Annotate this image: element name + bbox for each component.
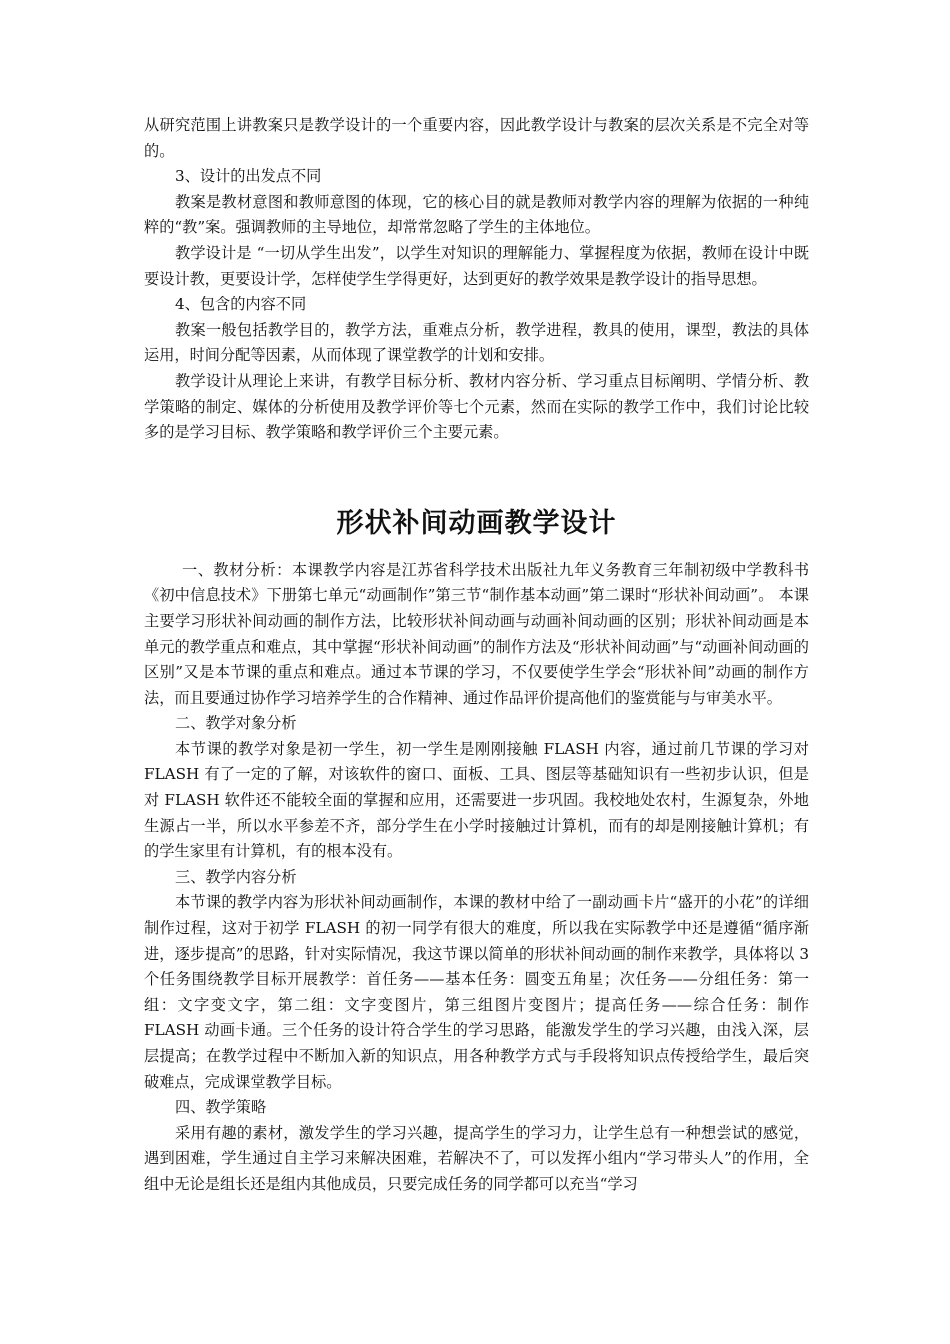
paragraph: 教学设计是 “一切从学生出发”，以学生对知识的理解能力、掌握程度为依据，教师在设计中既要设计教，更要设计学，怎样使学生学得更好，达到更好的教学效果是教学设计的指导思想。	[144, 243, 809, 288]
paragraph: 教学设计从理论上来讲，有教学目标分析、教材内容分析、学习重点目标阐明、学情分析、教学策略的制定、媒体的分析使用及教学评价等七个元素，然而在实际的教学工作中，我们讨论比较多的是学习目标、教学策略和教学评价三个主要元素。	[144, 371, 809, 442]
paragraph: 教案一般包括教学目的，教学方法，重难点分析，教学进程，教具的使用，课型，教法的具体运用，时间分配等因素，从而体现了课堂教学的计划和安排。	[144, 320, 809, 365]
paragraph: 教案是教材意图和教师意图的体现，它的核心目的就是教师对教学内容的理解为依据的一种纯粹的“教”案。强调教师的主导地位，却常常忽略了学生的主体地位。	[144, 192, 809, 237]
section-teaching-design	[144, 558, 809, 1198]
section-heading: 3、设计的出发点不同	[175, 167, 322, 186]
paragraph: 本节课的教学对象是初一学生，初一学生是刚刚接触 FLASH 内容，通过前几节课的学习对 FLASH 有了一定的了解，对该软件的窗口、面板、工具、图层等基础知识有一些初步认识，但是对 FLASH 软件还不能较全面的掌握和应用，还需要进一步巩固。我校地处农村，生源复杂，外地生源占一半，所以水平参差不齐，部分学生在小学时接触过计算机，而有的却是刚接触计算机；有的学生家里有计算机，有的根本没有。	[144, 739, 809, 861]
document-title: 形状补间动画教学设计	[336, 508, 617, 540]
section-heading: 四、教学策略	[175, 1098, 267, 1117]
document-page	[144, 113, 809, 1198]
section-heading: 三、教学内容分析	[175, 867, 297, 886]
paragraph: 采用有趣的素材，激发学生的学习兴趣，提高学生的学习力，让学生总有一种想尝试的感觉，遇到困难，学生通过自主学习来解决困难，若解决不了，可以发挥小组内“学习带头人”的作用，全组中无论是组长还是组内其他成员，只要完成任务的同学都可以充当“学习	[144, 1123, 809, 1193]
section-heading: 4、包含的内容不同	[175, 295, 307, 314]
section-heading: 二、教学对象分析	[175, 714, 297, 733]
paragraph: 从研究范围上讲教案只是教学设计的一个重要内容，因此教学设计与教案的层次关系是不完全对等的。	[144, 116, 809, 160]
paragraph: 本节课的教学内容为形状补间动画制作，本课的教材中给了一副动画卡片“盛开的小花”的详细制作过程，这对于初学 FLASH 的初一同学有很大的难度，所以我在实际教学中还是遵循“循序渐进，逐步提高”的思路，针对实际情况，我这节课以简单的形状补间动画的制作来教学，具体将以 3 个任务围绕教学目标开展教学：首任务——基本任务：圆变五角星；次任务——分组任务：第一组：文字变文字，第二组：文字变图片，第三组图片变图片；提高任务——综合任务：制作 FLASH 动画卡通。三个任务的设计符合学生的学习思路，能激发学生的学习兴趣，由浅入深，层层提高；在教学过程中不断加入新的知识点，用各种教学方式与手段将知识点传授给学生，最后突破难点，完成课堂教学目标。	[144, 893, 809, 1091]
paragraph: 一、教材分析：本课教学内容是江苏省科学技术出版社九年义务教育三年制初级中学教科书《初中信息技术》下册第七单元“动画制作”第三节“制作基本动画”第二课时“形状补间动画”。 本课主要学习形状补间动画的制作方法，比较形状补间动画与动画补间动画的区别；形状补间动画是本单元的教学重点和难点，其中掌握“形状补间动画”的制作方法及“形状补间动画”与“动画补间动画的区别”又是本节课的重点和难点。通过本节课的学习，不仅要使学生学会“形状补间”动画的制作方法，而且要通过协作学习培养学生的合作精神、通过作品评价提高他们的鉴赏能与与审美水平。	[144, 560, 809, 707]
section-design-vs-lesson-plan	[144, 113, 809, 446]
